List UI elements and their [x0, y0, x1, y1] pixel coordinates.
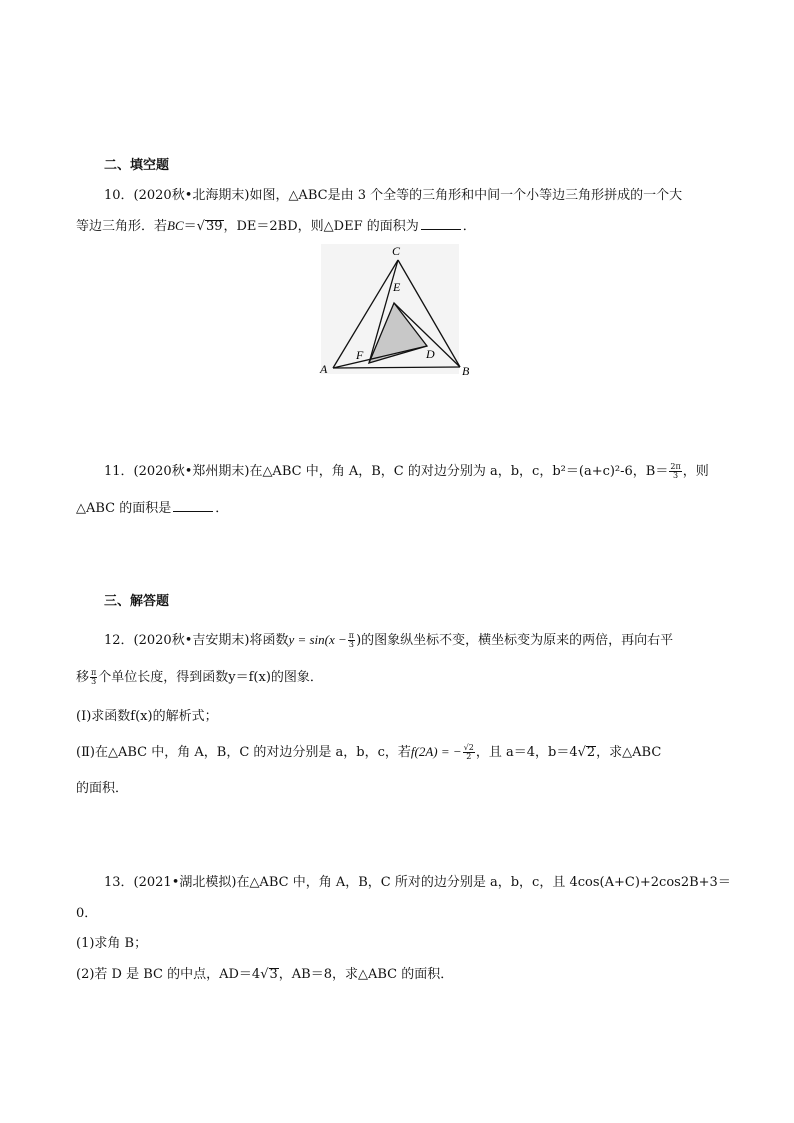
q13-line1: 13．(2021•湖北模拟)在△ABC 中，角 A，B，C 所对的边分别是 a，b，c，且 4cos(A+C)+2cos2B+3＝	[104, 875, 731, 890]
q12-fraction-1	[348, 632, 355, 649]
q10-line2-mid: ，DE＝2BD，则△DEF 的面积为	[223, 219, 419, 234]
q12-fraction-2	[90, 669, 97, 686]
q12-part1: (Ⅰ)求函数f(x)的解析式；	[76, 709, 218, 724]
q12-func-b: )	[356, 633, 362, 648]
q10-sqrt-value: 39	[205, 219, 223, 234]
q11-line2-end: ．	[215, 501, 229, 516]
q10-bc: BC	[167, 218, 184, 233]
q11-line1	[104, 460, 709, 480]
q12-func-a: y = sin(x −	[288, 632, 347, 647]
q12-line2-start: 移	[76, 670, 90, 685]
q12-line2-end: 个单位长度，得到函数y＝f(x)的图象．	[98, 670, 323, 685]
q12-part2-line2: 的面积．	[76, 781, 129, 796]
q11-line1-end: ，则	[682, 464, 709, 479]
q13-part1: (1)求角 B；	[76, 936, 148, 951]
label-b: B	[462, 364, 470, 378]
q13-part2: (2)若 D 是 BC 的中点，AD＝4√3，AB＝8，求△ABC 的面积．	[76, 967, 454, 982]
label-e: E	[393, 280, 401, 294]
section-heading-solutions: 三、解答题	[104, 594, 170, 609]
q11-line1-start: 11．(2020秋•郑州期末)在△ABC 中，角 A，B，C 的对边分别为 a，b，c，b²＝(a+c)²-6，B＝	[104, 464, 669, 479]
label-c: C	[392, 244, 401, 258]
q12-line2	[76, 666, 323, 686]
q12-line1	[104, 629, 673, 649]
label-d: D	[426, 347, 435, 361]
q12-fraction-3	[463, 744, 475, 761]
q12-frac3-den: 2	[466, 752, 472, 761]
q11-frac-num: 2π	[670, 462, 681, 471]
q11-fraction-b	[669, 463, 681, 480]
q12-part2-line1: (Ⅱ)在△ABC 中，角 A，B，C 的对边分别是 a，b，c，若f(2A) = − $\frac{√2}{2}$ ，且 a＝4，b＝4√2，求△ABC	[76, 743, 662, 761]
label-f: F	[356, 348, 364, 362]
q12-part2-f: f(2A) = −	[410, 744, 462, 759]
q10-answer-blank	[421, 229, 461, 230]
q11-answer-blank	[173, 511, 213, 512]
q10-line1: 10．(2020秋•北海期末)如图，△ABC是由 3 个全等的三角形和中间一个小等边三角形拼成的一个大	[104, 188, 683, 203]
q12-frac3-num: √2	[463, 743, 474, 752]
q13-line2: 0．	[76, 906, 98, 921]
q12-frac2-num: π	[91, 668, 97, 677]
q12-frac1-den: 3	[348, 640, 354, 649]
triangle-diagram	[318, 242, 478, 382]
q11-line2	[76, 497, 228, 516]
q12-line1-start: 12．(2020秋•吉安期末)将函数	[104, 633, 289, 648]
q10-line2-end: ．	[462, 219, 476, 234]
q12-part2-end: ，求△ABC	[596, 745, 662, 760]
q13-part2-start: (2)若 D 是 BC 的中点，AD＝4	[76, 967, 261, 982]
q10-line2-start: 等边三角形．若	[76, 219, 168, 234]
q12-frac1-num: π	[348, 631, 355, 640]
label-a: A	[320, 362, 328, 376]
q11-frac-den: 3	[673, 471, 679, 480]
q10-line2: 等边三角形．若BC＝√39，DE＝2BD，则△DEF 的面积为 ．	[76, 218, 476, 234]
q10-equals: ＝	[183, 219, 197, 234]
q12-sqrt2: 2	[586, 745, 596, 760]
section-heading-fill-in: 二、填空题	[104, 158, 170, 173]
q13-sqrt3: 3	[269, 967, 278, 982]
q13-part2-end: ，AB＝8，求△ABC 的面积．	[278, 967, 454, 982]
q12-part2-start: (Ⅱ)在△ABC 中，角 A，B，C 的对边分别是 a，b，c，若	[76, 745, 411, 760]
q11-line2-start: △ABC 的面积是	[76, 501, 172, 516]
q12-part2-mid: ，且 a＝4，b＝4	[475, 745, 578, 760]
q12-line1-end: 的图象纵坐标不变，横坐标变为原来的两倍，再向右平	[361, 633, 674, 648]
q10-triangle-figure	[318, 242, 478, 382]
q12-frac2-den: 3	[91, 677, 97, 686]
